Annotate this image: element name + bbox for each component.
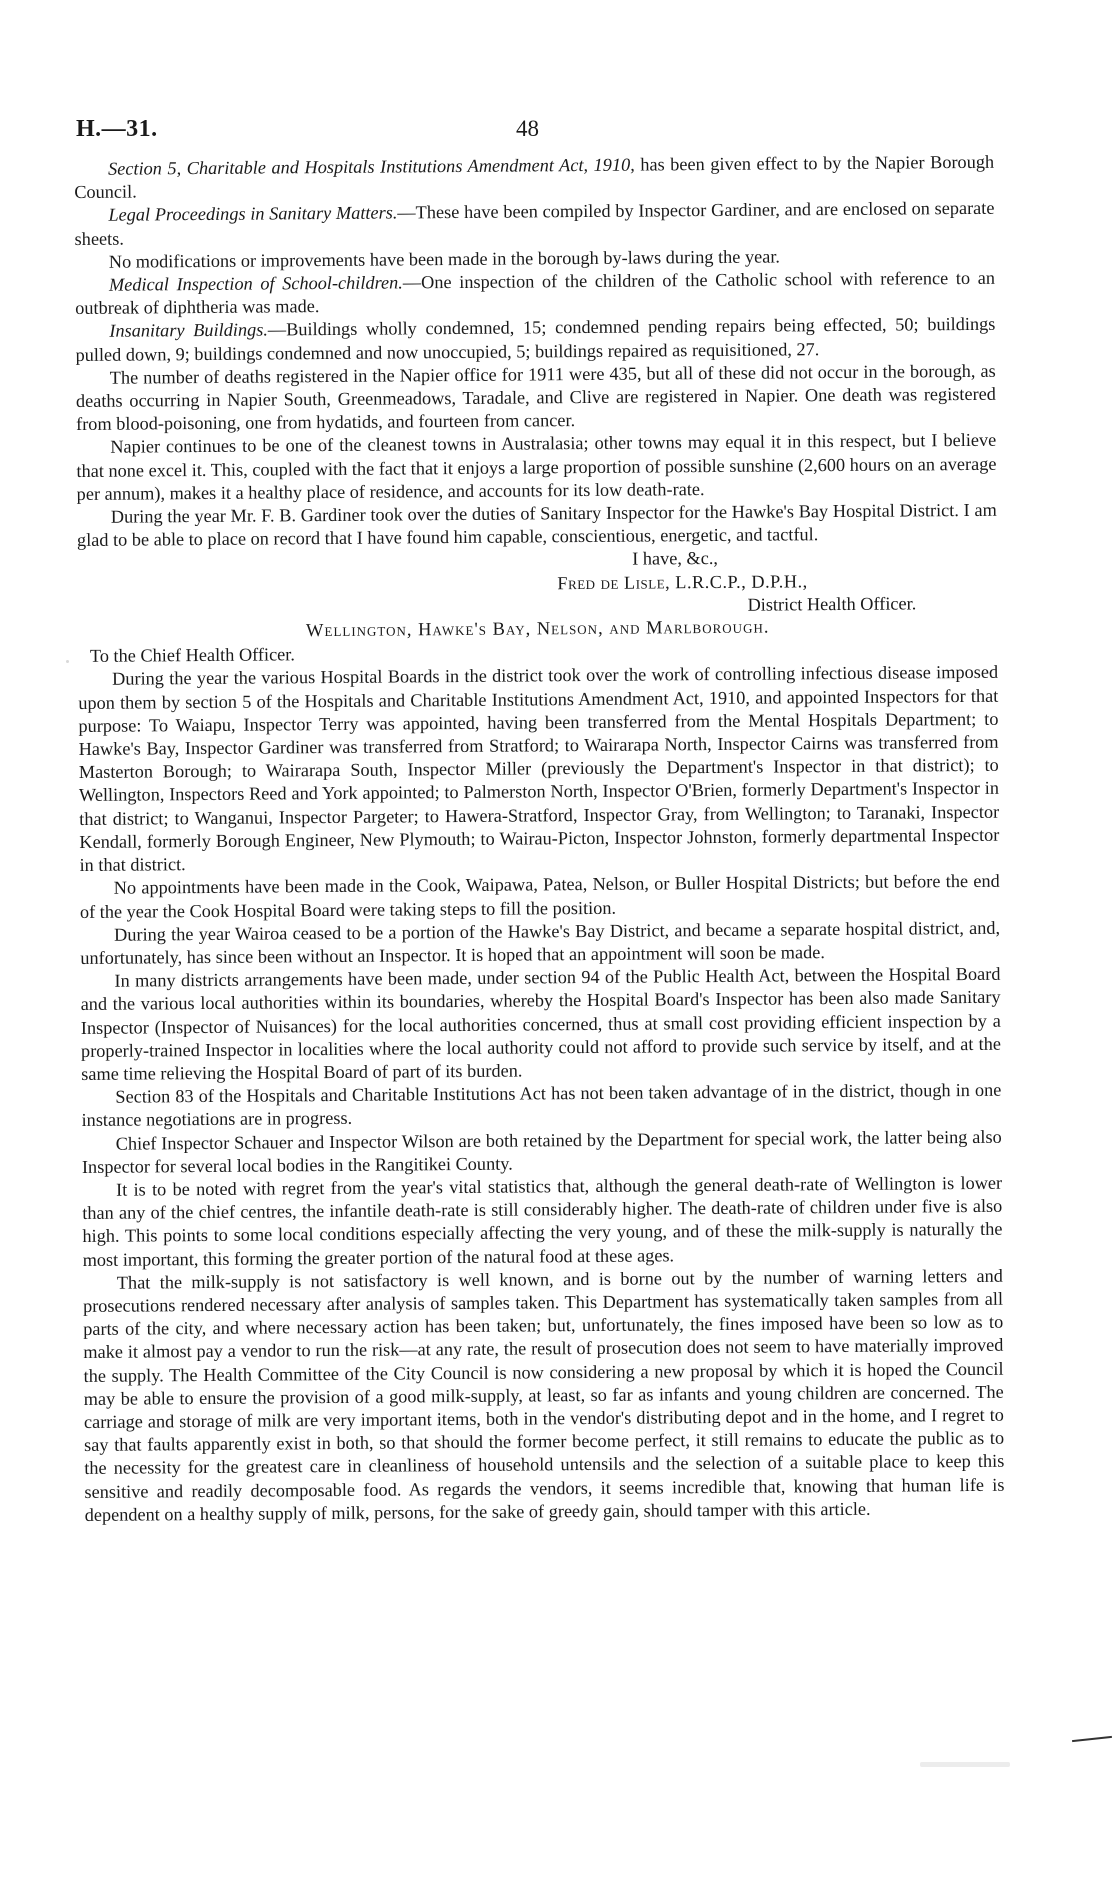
paragraph-legal-proceedings [74,197,994,251]
page-header [76,116,996,150]
scan-speck [66,660,69,663]
margin-mark [1072,1736,1112,1742]
paragraph-text: —These have been compiled by Inspector Gardiner, and are enclosed on separate sheets. [74,198,995,249]
paragraph-title: Insanitary Buildings. [109,319,268,342]
paragraph-title: Section 5, Charitable and Hospitals Institutions Amendment Act, 1910, [108,154,635,179]
paragraph-by-laws: No modifications or improvements have been made in the borough by-laws during the year. [108,246,781,272]
paragraph: Chief Inspector Schauer and Inspector Wilson are both retained by the Department for special work, the latter being also Inspector for several local bodies in the Rangitikei County. [81,1126,1002,1177]
paragraph-gardiner: During the year Mr. F. B. Gardiner took over the duties of Sanitary Inspector for the Hawke's Bay Hospital District. I am glad to be able to place on record that I have found him capable, conscientious, energetic, and tactful. [76,499,997,551]
scan-speck [920,1762,1010,1767]
signature-block [77,545,998,622]
signature-name: Fred de Lisle, L.R.C.P., D.P.H., [557,570,808,593]
paragraph-section-5 [74,151,994,205]
paragraph: During the year the various Hospital Boards in the district took over the work of controlling infectious disease imposed upon them by section 5 of the Hospitals and Charitable Institutions Amendment Act, 1910, and appointed Inspectors for that purpose: To Waiapu, Inspector Terry was appointed, having been transferred from the Mental Hospitals Department; to Hawke's Bay, Inspector Gardiner was transferred from Stratford; to Wairarapa North, Inspector Cairns was transferred from Masterton Borough; to Wairarapa South, Inspector Miller (previously the Department's Inspector in that district); to Wellington, Inspectors Reed and York appointed; to Palmerston North, Inspector O'Brien, formerly Department's Inspector in that district; to Wanganui, Inspector Pargeter; to Hawera-Stratford, Inspector Gray, from Wellington; to Taranaki, Inspector Kendall, formerly Borough Engineer, New Plymouth; to Wairau-Picton, Inspector Johnston, formerly departmental Inspector in that district. [78,662,1000,876]
page-number: 48 [516,116,539,141]
paragraph-napier-cleanliness: Napier continues to be one of the cleanest towns in Australasia; other towns may equal it in this respect, but I believe that none excel it. This, coupled with the fact that it enjoys a large proportion of possible sunshine (2,600 hours on an average per annum), makes it a healthy place of residence, and accounts for its low death-rate. [76,430,997,504]
paragraph-title: Legal Proceedings in Sanitary Matters. [108,202,398,226]
section-heading: Wellington, Hawke's Bay, Nelson, and Marlborough. [305,617,770,642]
paragraph-text: has been given effect to by the Napier Borough Council. [74,151,995,203]
document-body [74,151,1005,1527]
signature-title: District Health Officer. [747,593,917,615]
paragraph: No appointments have been made in the Cook, Waipawa, Patea, Nelson, or Buller Hospital Districts; but before the end of the year the Cook Hospital Board were taking steps to fill the position. [79,871,1000,922]
paragraph-deaths: The number of deaths registered in the Napier office for 1911 were 435, but all of these did not occur in the borough, as deaths occurring in Napier South, Greenmeadows, Taradale, and Clive are registered in Napier. One death was registered from blood-poisoning, one from hydatids, and fourteen from cancer. [75,360,996,435]
paragraph-text: —One inspection of the children of the Catholic school with reference to an outbreak of diphtheria was made. [75,267,996,319]
paragraph-text: —Buildings wholly condemned, 15; condemned pending repairs being effected, 50; buildings pulled down, 9; buildings condemned and now unoccupied, 5; buildings repaired as requisitioned, 27. [75,314,996,365]
paragraph-title: Medical Inspection of School-children. [108,272,403,295]
paragraph-medical-inspection [75,267,995,321]
paragraph: During the year Wairoa ceased to be a portion of the Hawke's Bay District, and became a separate hospital district, and, unfortunately, has since been without an Inspector. It is hoped that an appointment will soon be made. [80,917,1001,968]
salutation: To the Chief Health Officer. [89,644,295,667]
document-reference: H.—31. [76,116,158,142]
paragraph: It is to be noted with regret from the year's vital statistics that, although the general death-rate of Wellington is lower than any of the chief centres, the infantile death-rate is still considerably higher. The death-rate of children under five is also high. This points to some local conditions especially affecting the very young, and of these the milk-supply is naturally the most important, this forming the greater portion of the natural food at these ages. [82,1172,1003,1270]
paragraph: Section 83 of the Hospitals and Charitable Institutions Act has not been taken advantage of in the district, though in one instance negotiations are in progress. [81,1079,1002,1131]
signature-closing: I have, &c., [632,548,719,570]
paragraph: In many districts arrangements have been made, under section 94 of the Public Health Act, between the Hospital Board and the various local authorities within its boundaries, whereby the Hospital Board's Inspector has been also made Sanitary Inspector (Inspector of Nuisances) for the local authorities concerned, thus at small cost providing efficient inspection by a properly-trained Inspector in localities where the local authority could not afford to provide such service by itself, and at the same time relieving the Hospital Board of part of its burden. [80,963,1002,1084]
paragraph: That the milk-supply is not satisfactory is well known, and is borne out by the number of warning letters and prosecutions rendered necessary after analysis of samples taken. This Department has systematically taken samples from all parts of the city, and where necessary action has been taken; but, unfortunately, the fines imposed have been so low as to make it almost pay a vendor to run the risk—at any rate, the result of prosecution does not seem to have materially improved the supply. The Health Committee of the City Council is now considering a new proposal by which it is hoped the Council may be able to ensure the provision of a good milk-supply, at least, so far as infants and young children are concerned. The carriage and storage of milk are very important items, both in the vendor's distributing depot and in the home, and I regret to say that faults apparently exist in both, so that should the former become perfect, it still remains to educate the public as to the necessity for the greatest care in cleanliness of household untensils and the selection of a suitable place to keep this sensitive and readily decomposable food. As regards the vendors, it seems incredible that, knowing that human life is dependent on a healthy supply of milk, persons, for the sake of greedy gain, should tamper with this article. [82,1265,1005,1525]
paragraph-insanitary-buildings [75,313,995,367]
